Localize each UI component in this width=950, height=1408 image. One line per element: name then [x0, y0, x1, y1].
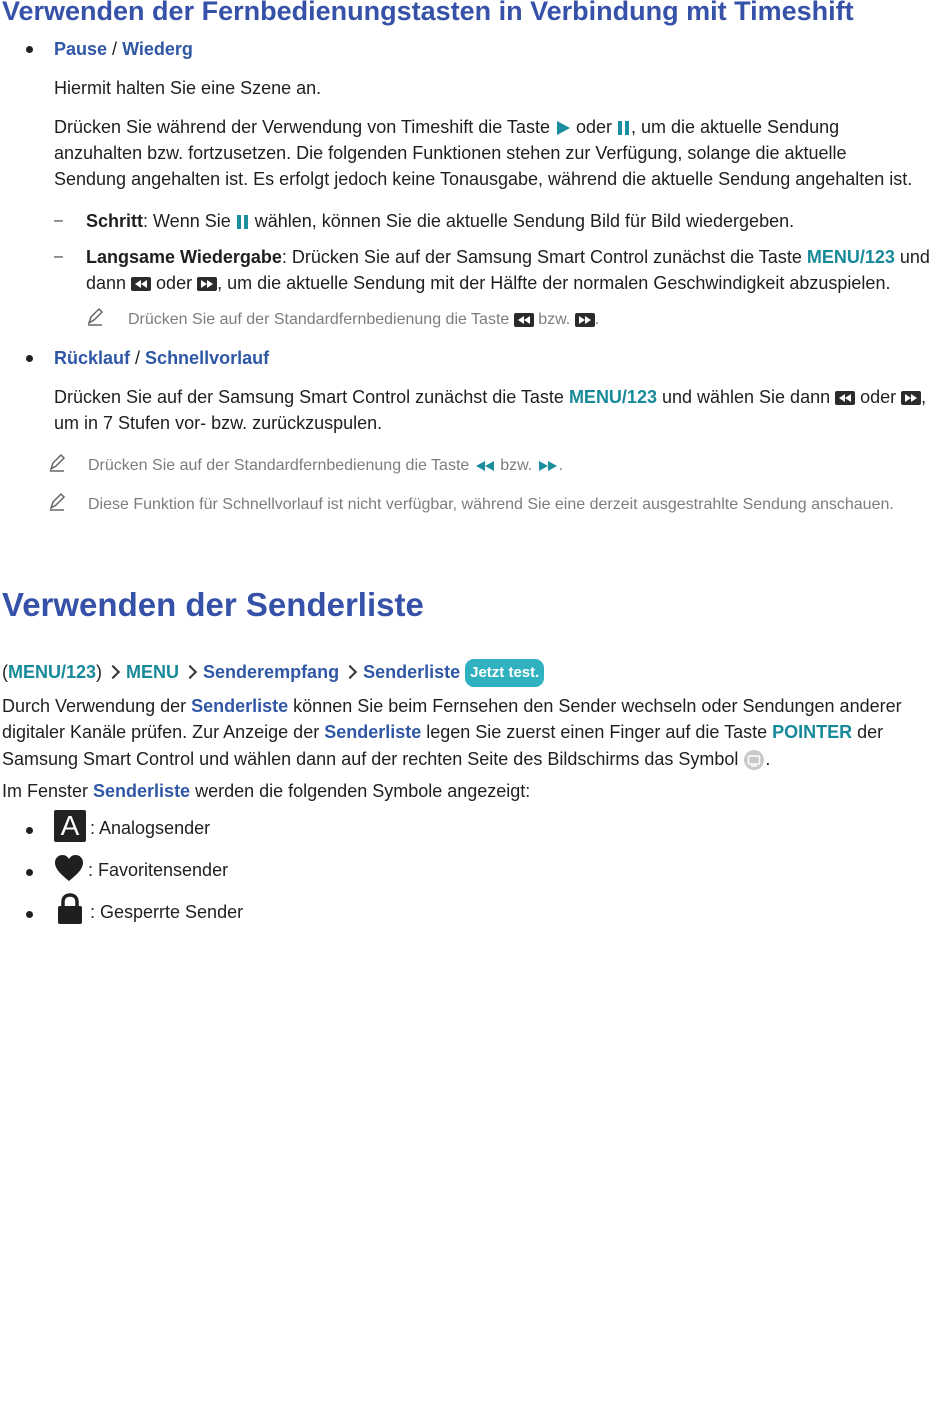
lock-icon: [56, 893, 84, 925]
text: Samsung Smart Control und wählen dann auf der rechten Seite des Bildschirms das Symbol: [2, 749, 744, 769]
text: und wählen Sie dann: [656, 387, 836, 407]
pause-desc: Hiermit halten Sie eine Szene an.: [54, 78, 322, 98]
analog-label: : Analogsender: [90, 818, 211, 838]
menu-key: MENU/123: [806, 247, 895, 267]
slow-note: [128, 307, 599, 333]
note-pencil-icon: [86, 306, 104, 326]
text: oder: [855, 387, 902, 407]
pause-icon: [236, 214, 250, 230]
channel-list-icon: [743, 749, 765, 771]
para2: [2, 778, 530, 804]
text: .: [558, 457, 564, 474]
fast-forward-label: Schnellvorlauf: [145, 348, 270, 368]
text: der: [852, 722, 884, 742]
rewind-heading: [54, 345, 269, 371]
step-line: [86, 208, 794, 234]
pause-heading: [54, 36, 193, 62]
favorite-label: : Favoritensender: [88, 860, 229, 880]
text: bzw.: [533, 311, 575, 328]
text: Drücken Sie auf der Standardfernbedienung die Taste: [88, 457, 474, 474]
bullet: [26, 869, 33, 876]
rewind-label: Rücklauf: [54, 348, 131, 368]
text: bzw.: [495, 457, 537, 474]
note-pencil-icon: [48, 491, 66, 511]
breadcrumb-senderliste: Senderliste: [363, 662, 461, 682]
text: und: [894, 247, 930, 267]
chevron-right-icon: [183, 665, 197, 679]
heart-icon: [54, 854, 84, 882]
bullet: [26, 911, 33, 918]
text: oder: [151, 273, 198, 293]
pause-icon: [617, 120, 631, 136]
bullet: [26, 827, 33, 834]
rewind-line1: [54, 384, 926, 410]
play-icon: [555, 120, 571, 136]
slow-line1: [86, 244, 930, 270]
text: digitaler Kanäle prüfen. Zur Anzeige der: [2, 722, 325, 742]
section-title-channel-list: Verwenden der Senderliste: [2, 586, 424, 623]
text: Drücken Sie während der Verwendung von Timeshift die Taste: [54, 117, 555, 137]
separator: /: [130, 348, 146, 368]
note-pencil-icon: [48, 452, 66, 472]
menu-key: MENU/123: [568, 387, 657, 407]
breadcrumb-menu123: MENU/123: [8, 662, 97, 682]
rewind-icon: [474, 459, 496, 473]
text: Durch Verwendung der: [2, 696, 192, 716]
breadcrumb: [2, 659, 544, 687]
text: oder: [570, 117, 617, 137]
pause-line3: Sendung angehalten ist. Es erfolgt jedoch keine Tonausgabe, während die aktuelle Sendung angehalten ist.: [54, 169, 913, 189]
step-label: Schritt: [86, 211, 144, 231]
analog-icon: A: [54, 810, 86, 842]
pause-line2: anzuhalten bzw. fortzusetzen. Die folgenden Funktionen stehen zur Verfügung, solange die aktuelle: [54, 143, 847, 163]
senderliste-term: Senderliste: [191, 696, 289, 716]
text: : Wenn Sie: [143, 211, 236, 231]
breadcrumb-senderempfang: Senderempfang: [203, 662, 340, 682]
chevron-right-icon: [106, 665, 120, 679]
section-title-timeshift: Verwenden der Fernbedienungstasten in Verbindung mit Timeshift: [2, 0, 854, 26]
bullet: [26, 355, 33, 362]
bullet: [26, 46, 33, 53]
dash: –: [54, 212, 63, 229]
text: Im Fenster: [2, 781, 94, 801]
para1-line1: [2, 693, 902, 719]
fast-forward-key-icon: [575, 312, 595, 328]
slow-line2: [86, 270, 890, 296]
slow-label: Langsame Wiedergabe: [86, 247, 282, 267]
senderliste-term: Senderliste: [93, 781, 191, 801]
locked-label: : Gesperrte Sender: [90, 902, 244, 922]
rewind-line2: um in 7 Stufen vor- bzw. zurückzuspulen.: [54, 413, 383, 433]
pause-label: Pause: [54, 39, 108, 59]
senderliste-term: Senderliste: [324, 722, 422, 742]
fast-forward-icon: [537, 459, 559, 473]
text: .: [594, 311, 600, 328]
text: Drücken Sie auf der Standardfernbedienung die Taste: [128, 311, 514, 328]
text: dann: [86, 273, 132, 293]
para1-line2: [2, 719, 883, 745]
rewind-key-icon: [514, 312, 534, 328]
rewind-note1: [88, 453, 563, 479]
text: : Drücken Sie auf der Samsung Smart Control zunächst die Taste: [281, 247, 807, 267]
fast-forward-key-icon: [901, 390, 921, 406]
text: , um die aktuelle Sendung mit der Hälfte der normalen Geschwindigkeit abzuspielen.: [217, 273, 891, 293]
pause-line1: [54, 114, 839, 140]
chevron-right-icon: [343, 665, 357, 679]
breadcrumb-menu: MENU: [126, 662, 180, 682]
para1-line3: [2, 746, 770, 772]
rewind-key-icon: [131, 276, 151, 292]
text: .: [765, 749, 771, 769]
text: wählen, können Sie die aktuelle Sendung Bild für Bild wiedergeben.: [249, 211, 795, 231]
paren: ): [96, 662, 103, 682]
text: können Sie beim Fernsehen den Sender wechseln oder Sendungen anderer: [288, 696, 902, 716]
text: legen Sie zuerst einen Finger auf die Taste: [421, 722, 773, 742]
text: , um die aktuelle Sendung: [630, 117, 840, 137]
pointer-key: POINTER: [772, 722, 853, 742]
text: ,: [921, 387, 927, 407]
fast-forward-key-icon: [197, 276, 217, 292]
dash: –: [54, 248, 63, 265]
try-now-button[interactable]: Jetzt test.: [465, 659, 544, 687]
rewind-key-icon: [835, 390, 855, 406]
rewind-note2: Diese Funktion für Schnellvorlauf ist nicht verfügbar, während Sie eine derzeit ausgestrahlte Sendung anschauen.: [88, 496, 894, 513]
separator: /: [107, 39, 123, 59]
text: werden die folgenden Symbole angezeigt:: [190, 781, 531, 801]
resume-label: Wiederg: [122, 39, 193, 59]
paren: (: [2, 662, 8, 682]
text: Drücken Sie auf der Samsung Smart Control zunächst die Taste: [54, 387, 569, 407]
